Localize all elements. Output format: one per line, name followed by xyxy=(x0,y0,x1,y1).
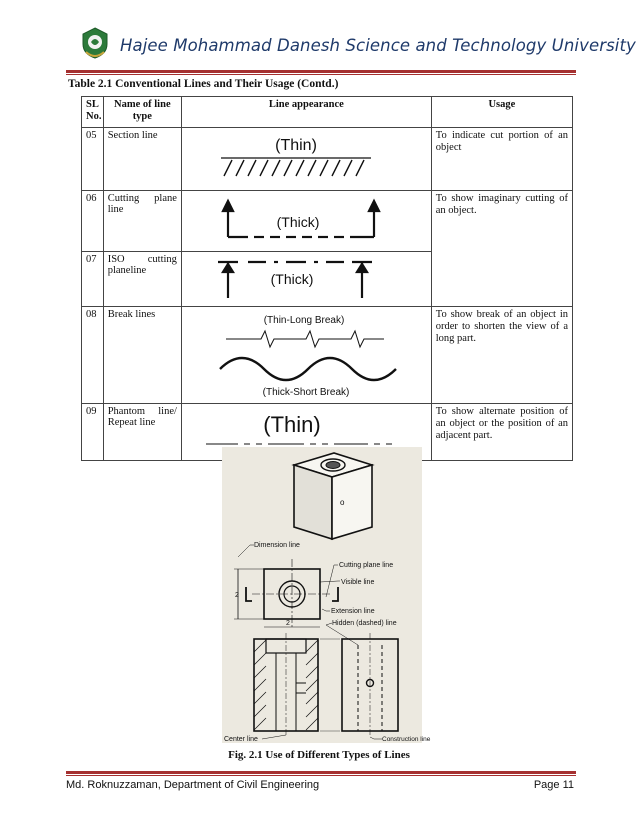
appearance-label: (Thin) xyxy=(275,137,317,154)
footer-page-number: Page 11 xyxy=(533,779,574,791)
appearance-label: (Thin) xyxy=(263,412,321,437)
iso-cutting-plane-appearance xyxy=(181,252,431,307)
header-sl: SL No. xyxy=(82,97,104,128)
row-usage: To show alternate position of an object or the position of an adjacent part. xyxy=(431,404,572,461)
footer-rule xyxy=(66,771,576,774)
row-usage: To show break of an object in order to shorten the view of a long part. xyxy=(431,307,572,404)
row-sl: 09 xyxy=(82,404,104,461)
header-title: Hajee Mohammad Danesh Science and Technology University xyxy=(120,36,636,55)
header-appearance: Line appearance xyxy=(181,97,431,128)
label-cutting-plane-line: Cutting plane line xyxy=(339,562,394,569)
row-name: Cutting plane line xyxy=(103,191,181,252)
appearance-label-2: (Thick-Short Break) xyxy=(262,387,350,398)
row-sl: 08 xyxy=(82,307,104,404)
section-line-appearance xyxy=(181,128,431,191)
appearance-label: (Thin-Long Break) xyxy=(263,315,345,326)
header-rule xyxy=(66,70,576,73)
label-construction-line: Construction line xyxy=(382,736,431,743)
label-hidden-line: Hidden (dashed) line xyxy=(332,620,397,627)
row-name: Break lines xyxy=(103,307,181,404)
row-sl: 06 xyxy=(82,191,104,252)
row-name: Section line xyxy=(103,128,181,191)
label-center-line: Center line xyxy=(224,736,258,743)
table-row xyxy=(82,191,573,252)
row-name: Phantom line/ Repeat line xyxy=(103,404,181,461)
line-types-figure xyxy=(222,447,431,743)
break-lines-appearance xyxy=(181,307,431,404)
dim-value: 2 xyxy=(235,592,239,599)
cutting-plane-line-appearance xyxy=(181,191,431,252)
row-usage: To indicate cut portion of an object xyxy=(431,128,572,191)
svg-text:2: 2 xyxy=(286,620,290,627)
header-rule-thin xyxy=(66,74,576,75)
university-crest-icon xyxy=(80,26,110,60)
footer-author: Md. Roknuzzaman, Department of Civil Engineering xyxy=(66,779,320,791)
header-name: Name of line type xyxy=(103,97,181,128)
appearance-label: (Thick) xyxy=(270,271,314,287)
row-sl: 07 xyxy=(82,252,104,307)
cube-mark: o xyxy=(340,498,345,507)
table-caption: Table 2.1 Conventional Lines and Their Usage (Contd.) xyxy=(68,78,339,90)
label-visible-line: Visible line xyxy=(341,579,375,586)
row-usage: To show imaginary cutting of an object. xyxy=(431,191,572,307)
table-header-row xyxy=(82,97,573,128)
table-row xyxy=(82,307,573,404)
label-extension-line: Extension line xyxy=(331,608,375,615)
row-sl: 05 xyxy=(82,128,104,191)
row-name: ISO cutting planeline xyxy=(103,252,181,307)
figure-caption: Fig. 2.1 Use of Different Types of Lines xyxy=(228,749,410,761)
table-row xyxy=(82,128,573,191)
conventional-lines-table xyxy=(81,96,573,461)
footer-rule-thin xyxy=(66,775,576,776)
appearance-label: (Thick) xyxy=(276,214,320,230)
header-usage: Usage xyxy=(431,97,572,128)
label-dimension-line: Dimension line xyxy=(254,542,300,549)
